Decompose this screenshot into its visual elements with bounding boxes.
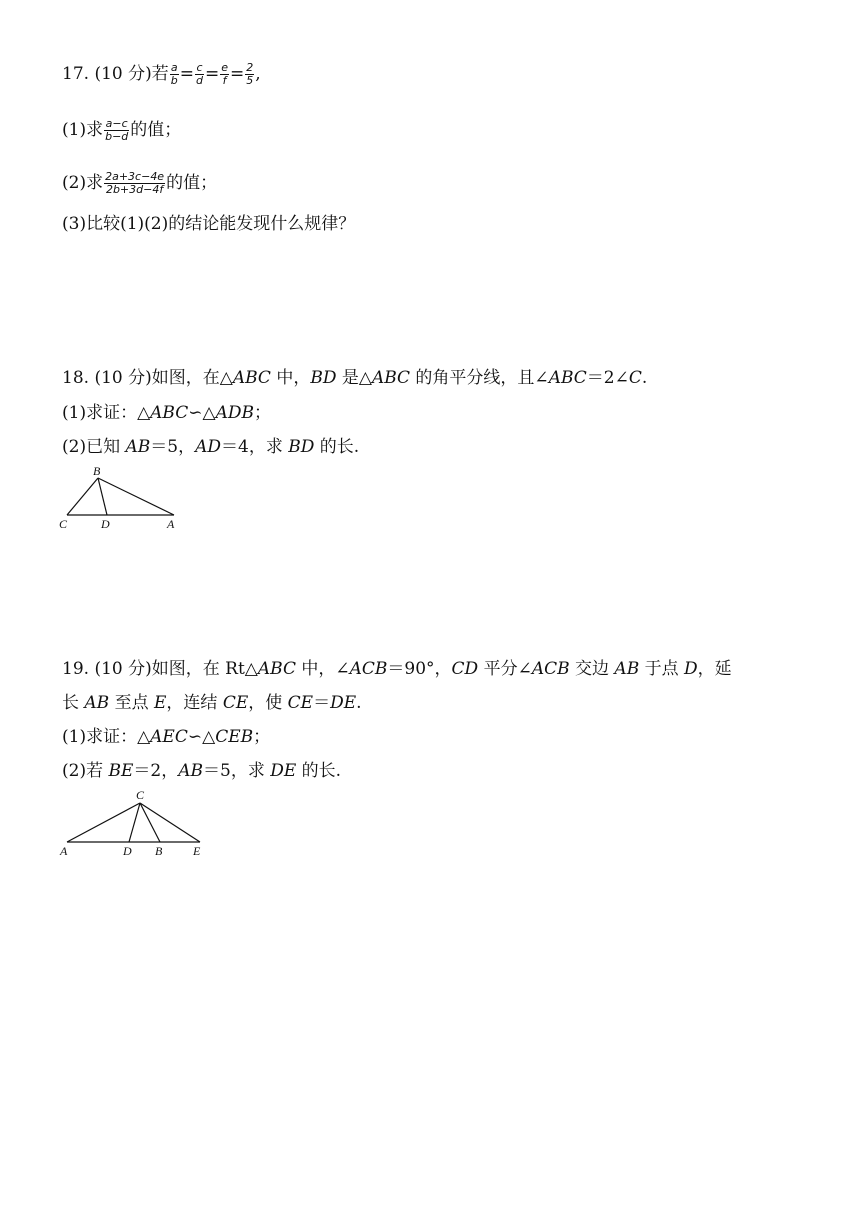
segment-BD: [98, 478, 107, 515]
q17-prefix: 17. (10 分)若: [62, 64, 169, 84]
fraction-2-5: $\frac{2}{5}$: [246, 61, 254, 87]
q18-triangle-figure: [55, 462, 190, 534]
label-C: C: [136, 788, 145, 802]
segment-BA: [98, 478, 174, 515]
label-B: B: [155, 844, 163, 858]
label-D: D: [101, 517, 110, 531]
fraction-a-minus-c: $\frac{a-c}{b-d}$: [105, 117, 129, 143]
q17-part1: (1)求 $\frac{a-c}{b-d}$ 的值；: [62, 117, 182, 143]
segment-CB: [67, 478, 98, 515]
q17-part3: (3)比较(1)(2)的结论能发现什么规律？: [62, 214, 356, 234]
label-A: A: [60, 844, 68, 858]
q18-part2: (2)已知 AB＝5，AD＝4，求 BD 的长.: [62, 437, 360, 457]
segment-CE: [140, 803, 200, 842]
label-A: A: [167, 517, 175, 531]
q18-part1: (1)求证：△ABC∽△ADB；: [62, 403, 271, 423]
fraction-e-f: $\frac{e}{f}$: [221, 61, 228, 87]
segment-AC: [67, 803, 140, 842]
label-C: C: [59, 517, 68, 531]
fraction-c-d: $\frac{c}{d}$: [195, 61, 203, 87]
q17-stem: 17. (10 分)若 $\frac{a}{b}$ = $\frac{c}{d}$ = $\frac{e}{f}$ = $\frac{2}{5}$ ,: [62, 61, 261, 87]
q19-part1: (1)求证：△AEC∽△CEB；: [62, 727, 271, 747]
q19-triangle-figure: [55, 786, 215, 860]
label-D: D: [123, 844, 132, 858]
q18-stem: 18. (10 分)如图，在△ABC 中，BD 是△ABC 的角平分线，且∠ABC＝2∠C.: [62, 368, 648, 388]
segment-CD: [129, 803, 140, 842]
fraction-a-b: $\frac{a}{b}$: [170, 61, 178, 87]
label-E: E: [193, 844, 201, 858]
q19-stem-line1: 19. (10 分)如图，在 Rt△ABC 中，∠ACB＝90°，CD 平分∠ACB 交边 AB 于点 D，延: [62, 659, 732, 679]
label-B: B: [93, 464, 101, 478]
q19-part2: (2)若 BE＝2，AB＝5，求 DE 的长.: [62, 761, 342, 781]
q19-stem-line2: 长 AB 至点 E，连结 CE，使 CE＝DE.: [62, 693, 362, 713]
fraction-linear-combo: $\frac{2a+3c-4e}{2b+3d-4f}$: [105, 170, 165, 196]
q17-part2: (2)求 $\frac{2a+3c-4e}{2b+3d-4f}$ 的值；: [62, 170, 218, 196]
